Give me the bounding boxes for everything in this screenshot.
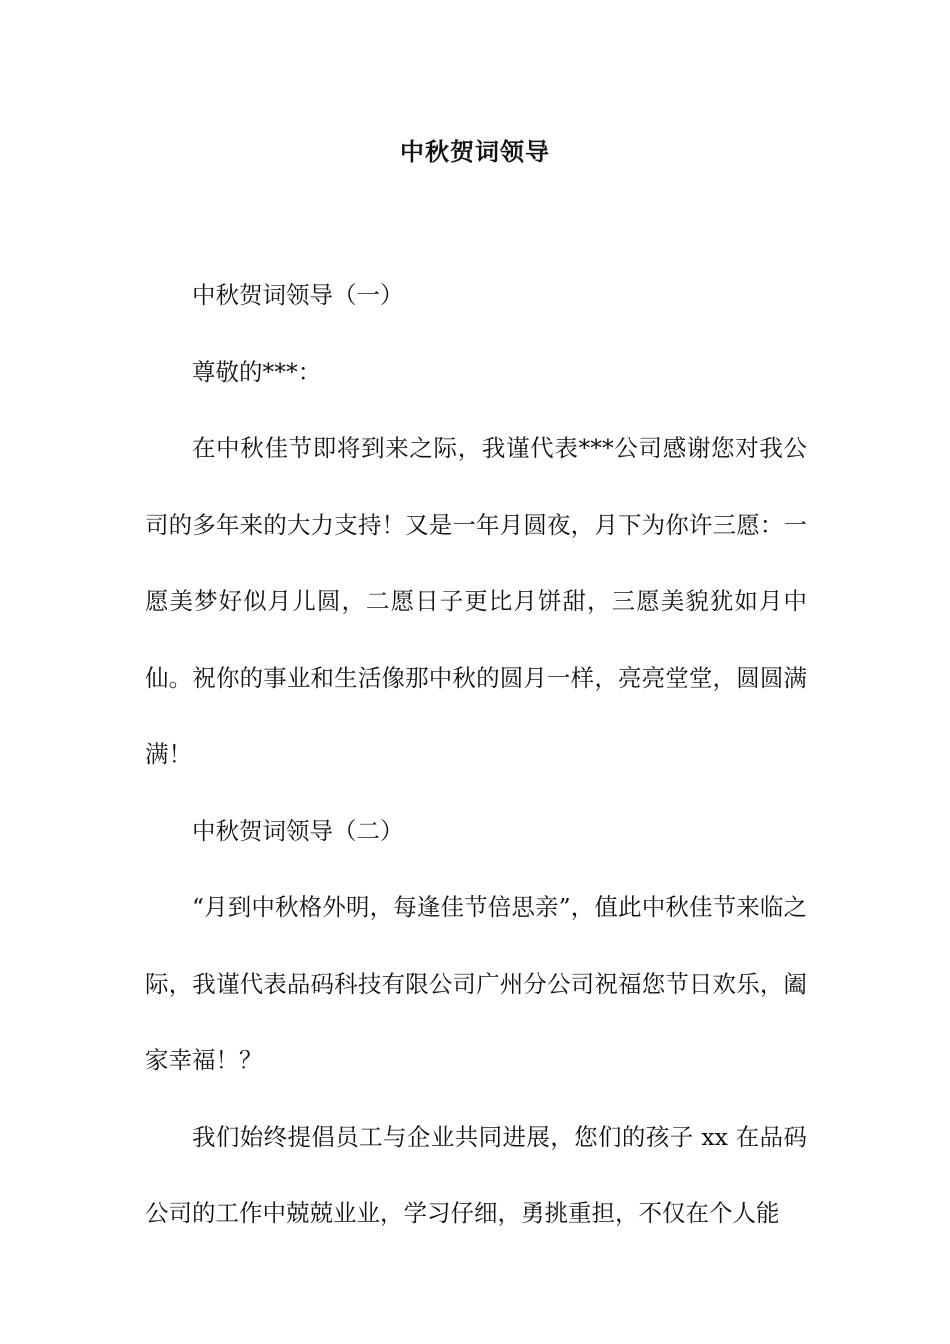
document-title: 中秋贺词领导 [400, 137, 550, 166]
section-heading-1: 中秋贺词领导（一） [192, 281, 404, 309]
section-heading-2: 中秋贺词领导（二） [192, 816, 404, 845]
paragraph-1: 在中秋佳节即将到来之际，我谨代表***公司感谢您对我公司的多年来的大力支持！又是一年月圆夜，月下为你许三愿：一愿美梦好似月儿圆，二愿日子更比月饼甜，三愿美貌犹如月中仙。祝你的事业和生活像那中秋的圆月一样，亮亮堂堂，圆圆满满！ [145, 434, 807, 768]
paragraph-2: “月到中秋格外明，每逢佳节倍思亲”，值此中秋佳节来临之际，我谨代表品码科技有限公司广州分公司祝福您节日欢乐，阖家幸福！？ [145, 893, 807, 1074]
salutation: 尊敬的***： [192, 357, 322, 386]
document-body [145, 257, 807, 1252]
paragraph-3: 我们始终提倡员工与企业共同进展，您们的孩子 xx 在品码公司的工作中兢兢业业，学习仔细，勇挑重担，不仅在个人能 [145, 1122, 807, 1227]
